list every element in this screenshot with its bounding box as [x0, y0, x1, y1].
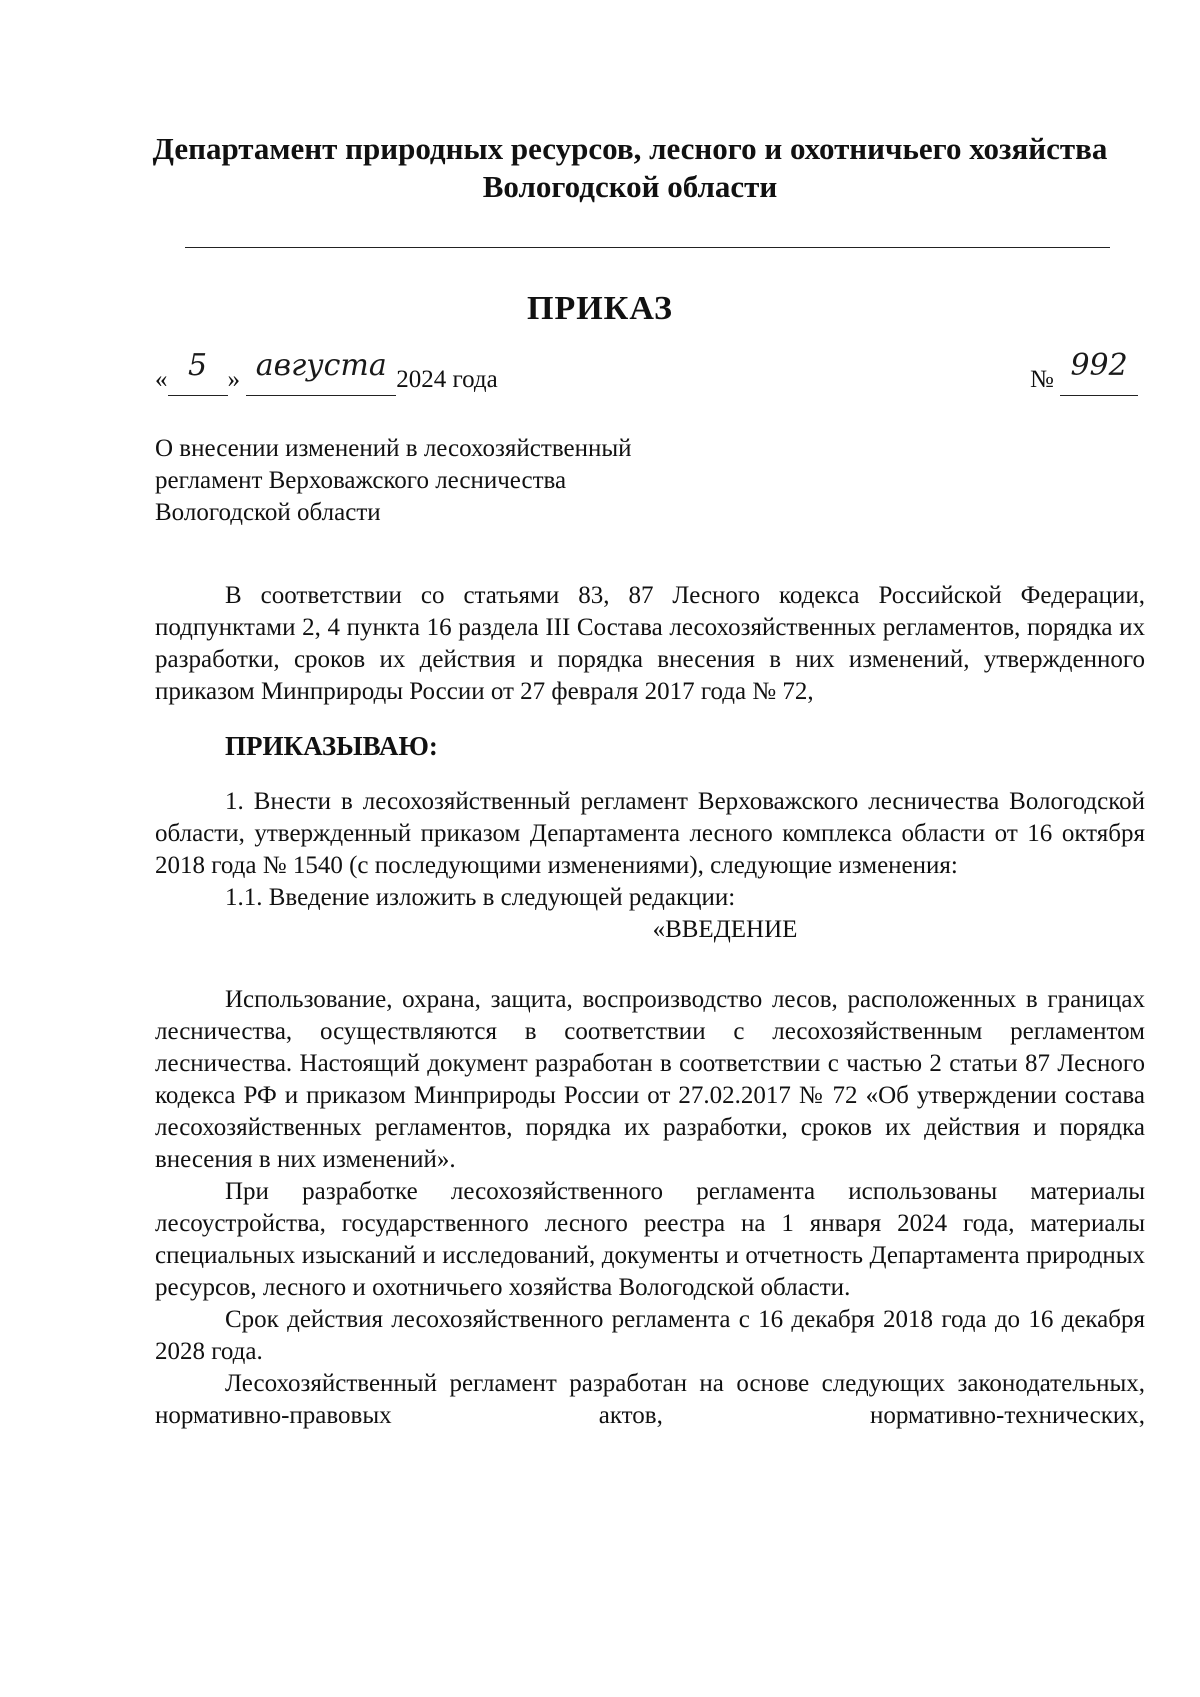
document-body	[155, 580, 1145, 1432]
order-heading: ПРИКАЗЫВАЮ:	[225, 731, 438, 761]
intro-paragraph-2: При разработке лесохозяйственного регламента использованы материалы лесоустройства, государственного лесного реестра на 1 января 2024 года, материалы специальных изысканий и исследований, документы и отчетность Департамента природных ресурсов, лесного и охотничьего хозяйства Вологодской области.	[155, 1178, 1145, 1301]
intro-paragraph-1: Использование, охрана, защита, воспроизводство лесов, расположенных в границах лесничества, осуществляются в соответствии с лесохозяйственным регламентом лесничества. Настоящий документ разработан в соответствии с частью 2 статьи 87 Лесного кодекса РФ и приказом Минприроды России от 27.02.2017 № 72 «Об утверждении состава лесохозяйственных регламентов, порядка их разработки, сроков их действия и порядка внесения в них изменений».	[155, 986, 1145, 1173]
org-line-2: Вологодской области	[482, 169, 778, 204]
number-label: №	[1030, 366, 1054, 393]
item-1-paragraph: 1. Внести в лесохозяйственный регламент Верховажского лесничества Вологодской области, утвержденный приказом Департамента лесного комплекса области от 16 октября 2018 года № 1540 (с последующими изменениями), следующие изменения:	[155, 788, 1145, 879]
intro-paragraph-3: Срок действия лесохозяйственного регламента с 16 декабря 2018 года до 16 декабря 2028 года.	[155, 1306, 1145, 1365]
header-divider	[185, 247, 1110, 248]
section-spacer	[155, 946, 1145, 984]
item-1-1-paragraph: 1.1. Введение изложить в следующей редакции:	[225, 884, 736, 911]
subject-line-2: регламент Верховажского лесничества	[155, 467, 567, 494]
order-date	[155, 348, 498, 396]
org-line-1: Департамент природных ресурсов, лесного и охотничьего хозяйства	[152, 131, 1108, 166]
preamble-paragraph: В соответствии со статьями 83, 87 Лесного кодекса Российской Федерации, подпунктами 2, 4 пункта 16 раздела III Состава лесохозяйственных регламентов, порядка их разработки, сроков их действия и порядка внесения в них изменений, утвержденного приказом Минприроды России от 27 февраля 2017 года № 72,	[155, 582, 1145, 705]
date-month: августа	[255, 348, 387, 383]
order-subject	[155, 433, 632, 529]
date-month-blank	[246, 348, 396, 396]
date-quote-close: »	[227, 366, 240, 393]
introduction-heading: «ВВЕДЕНИЕ	[652, 916, 798, 943]
date-day: 5	[187, 348, 208, 383]
subject-line-1: О внесении изменений в лесохозяйственный	[155, 435, 632, 462]
document-title: ПРИКАЗ	[527, 290, 673, 327]
organization-header	[110, 130, 1150, 206]
order-number	[1030, 348, 1138, 396]
intro-paragraph-4: Лесохозяйственный регламент разработан на основе следующих законодательных, нормативно-правовых актов, нормативно-технических,	[155, 1370, 1145, 1429]
date-day-blank	[168, 348, 228, 396]
date-quote-open: «	[155, 366, 168, 393]
number-value: 992	[1070, 348, 1128, 383]
number-blank	[1060, 348, 1138, 396]
date-year: 2024 года	[396, 366, 498, 393]
subject-line-3: Вологодской области	[155, 499, 381, 526]
